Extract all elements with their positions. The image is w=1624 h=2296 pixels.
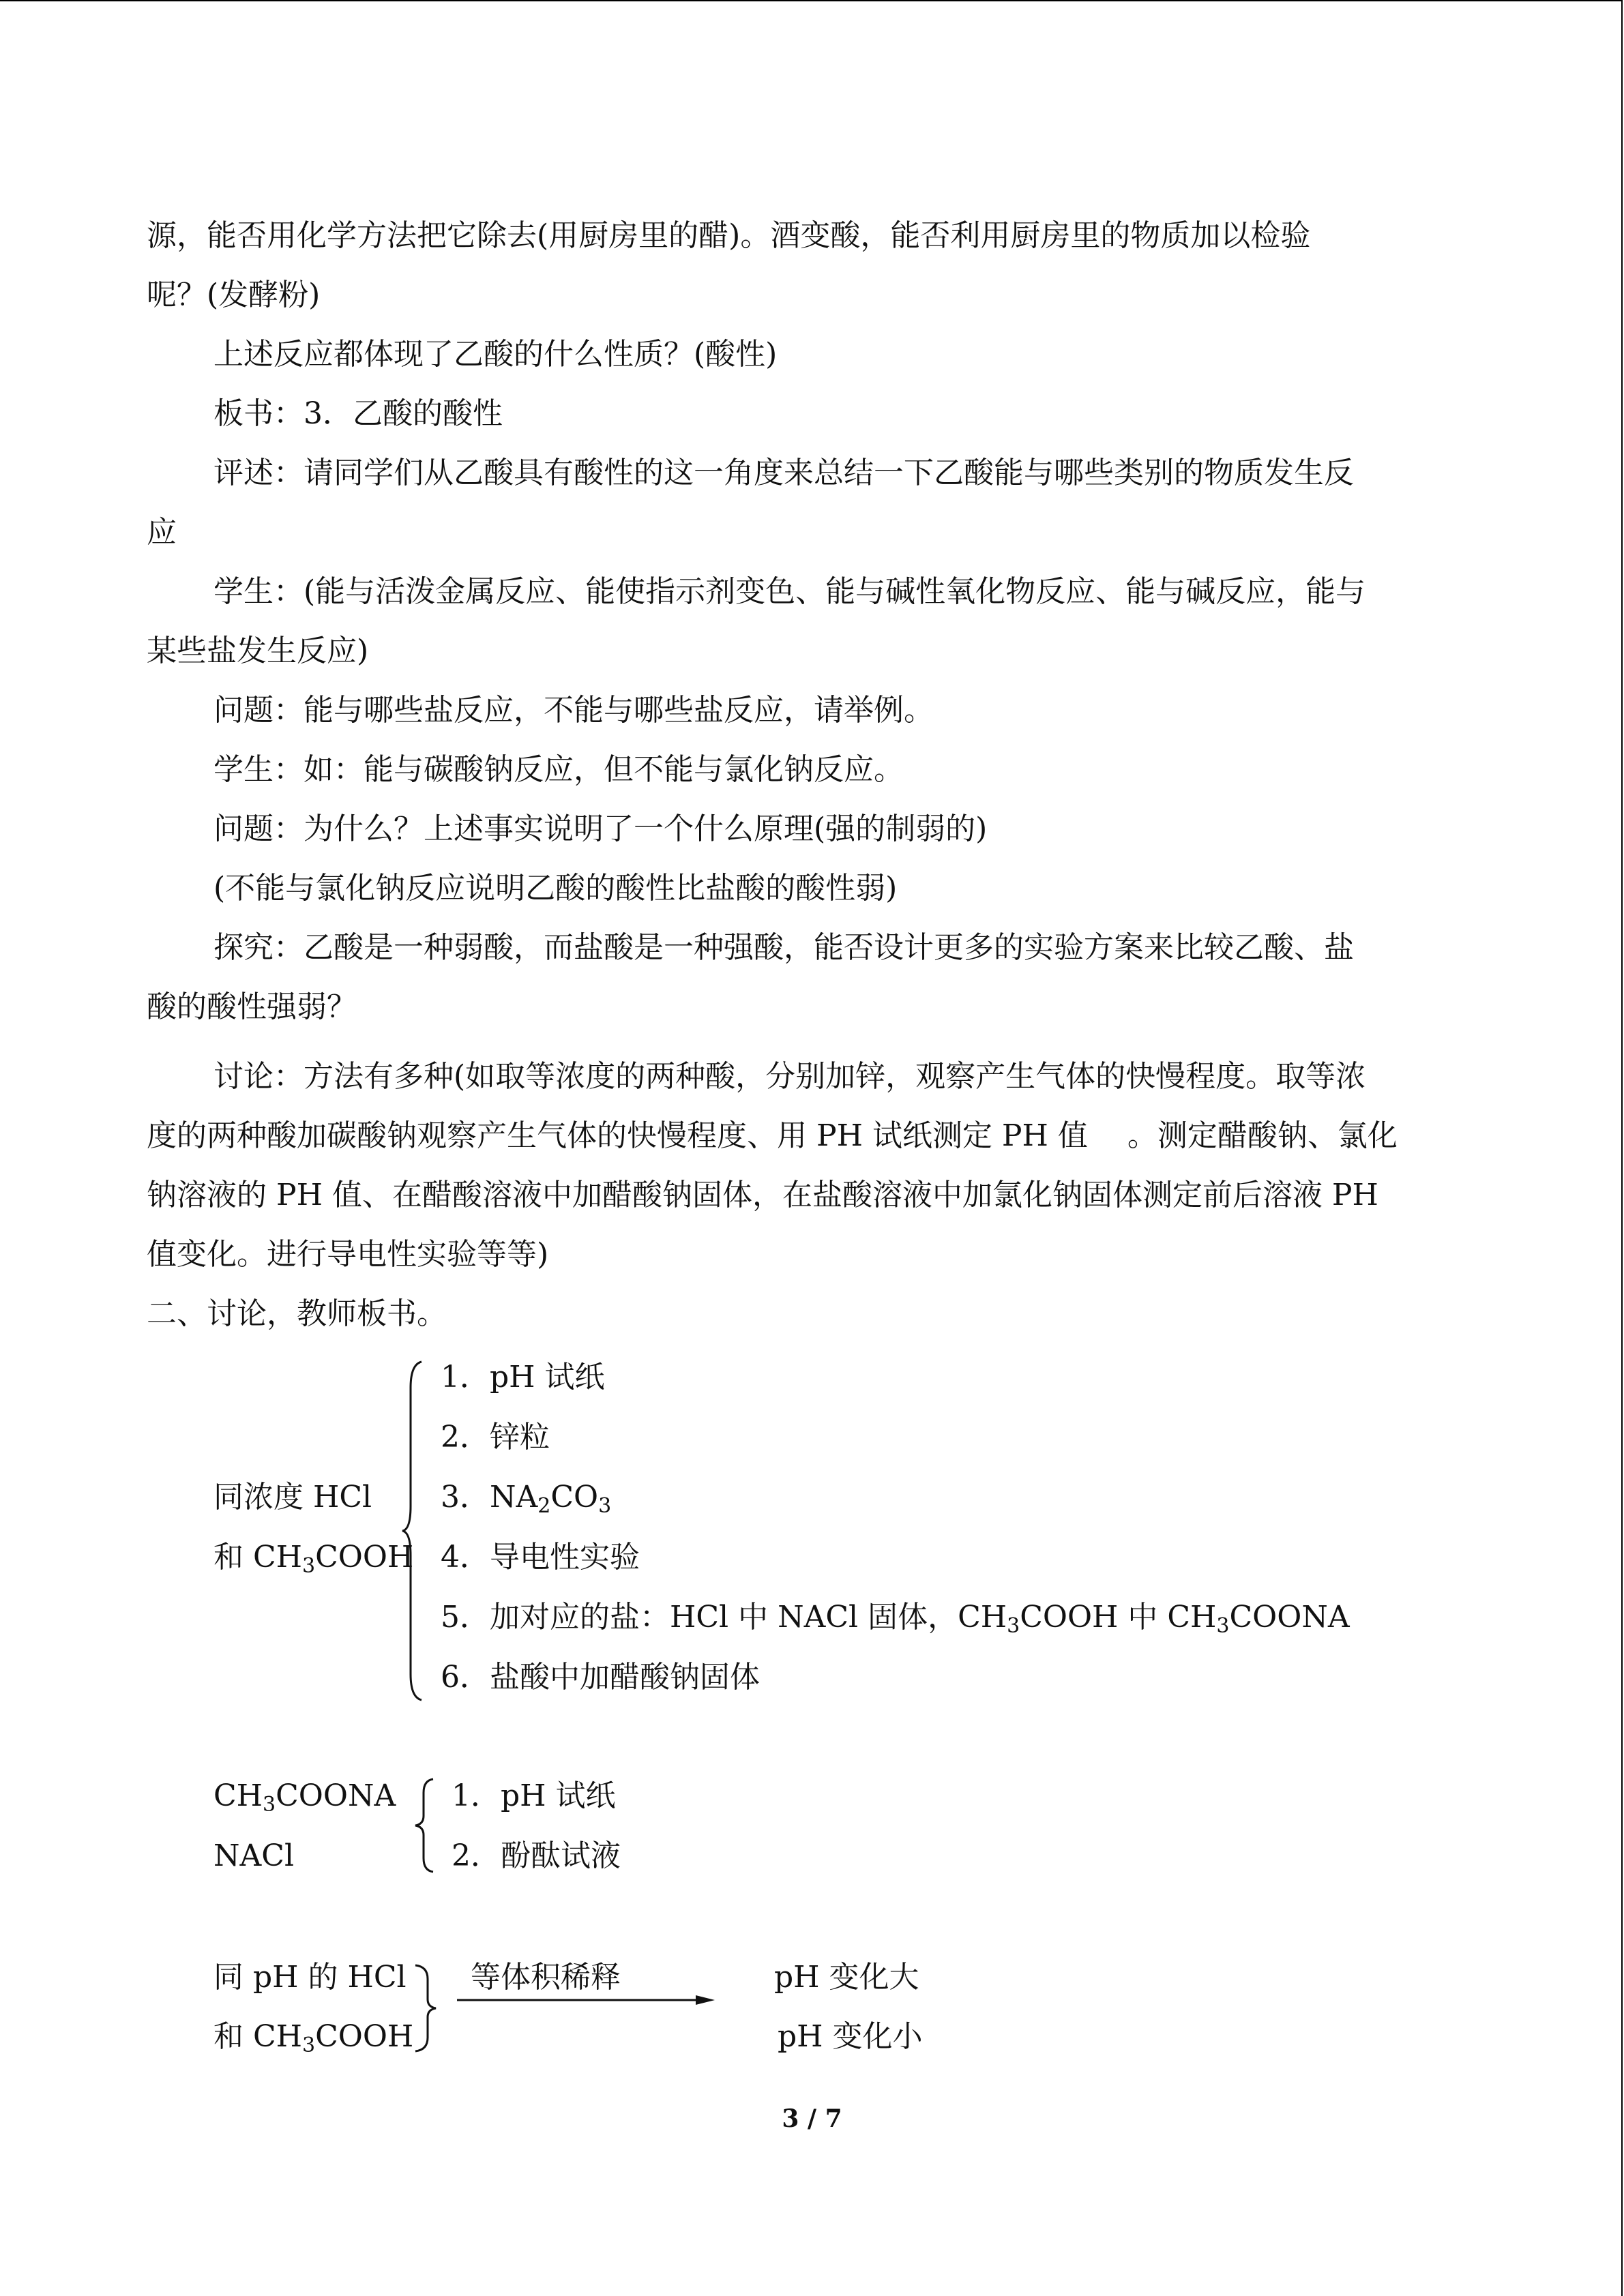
group3-result: pH 变化小 <box>778 2019 923 2054</box>
group2-label-line2: NACl <box>213 1838 295 1873</box>
paragraph-line: 钠溶液的 PH 值、在醋酸溶液中加醋酸钠固体，在盐酸溶液中加氯化钠固体测定前后溶液 PH <box>147 1178 1378 1212</box>
paragraph-line: 学生：如：能与碳酸钠反应，但不能与氯化钠反应。 <box>213 752 904 787</box>
paragraph-line: 讨论：方法有多种(如取等浓度的两种酸，分别加锌，观察产生气体的快慢程度。取等浓 <box>213 1059 1366 1094</box>
right-border <box>1621 0 1623 2296</box>
paragraph-line: 二、讨论，教师板书。 <box>147 1296 447 1331</box>
paragraph-line: 问题：能与哪些盐反应，不能与哪些盐反应，请举例。 <box>213 693 934 728</box>
paragraph-line: 值变化。进行导电性实验等等) <box>147 1237 549 1272</box>
paragraph-line: 应 <box>147 515 177 550</box>
paragraph-line: 酸的酸性强弱？ <box>147 989 357 1024</box>
group3-arrow-label: 等体积稀释 <box>471 1960 621 1995</box>
paragraph-line: 源，能否用化学方法把它除去(用厨房里的醋)。酒变酸，能否利用厨房里的物质加以检验 <box>147 218 1311 253</box>
group1-item: 2．锌粒 <box>441 1420 550 1455</box>
right-arrow-icon <box>457 1990 716 2010</box>
paragraph-line: 学生：(能与活泼金属反应、能使指示剂变色、能与碱性氧化物反应、能与碱反应，能与 <box>213 574 1366 609</box>
group1-item: 5．加对应的盐：HCl 中 NACl 固体，$CH_3COOH$ 中 $CH_3COONA$ <box>441 1600 1350 1638</box>
paragraph-line: 探究：乙酸是一种弱酸，而盐酸是一种强酸，能否设计更多的实验方案来比较乙酸、盐 <box>213 930 1354 965</box>
group2-label-line1: $CH_3COONA$ <box>213 1778 396 1817</box>
paragraph-line: 呢？(发酵粉) <box>147 278 321 312</box>
group2-brace <box>413 1778 440 1873</box>
group1-item: 1．pH 试纸 <box>441 1360 605 1395</box>
paragraph-line: 问题：为什么？上述事实说明了一个什么原理(强的制弱的) <box>213 811 988 846</box>
group1-item: 4．导电性实验 <box>441 1540 640 1575</box>
paragraph-line: 某些盐发生反应) <box>147 633 369 668</box>
group1-item: 6．盐酸中加醋酸钠固体 <box>441 1660 760 1695</box>
paragraph-line: 上述反应都体现了乙酸的什么性质？(酸性) <box>213 337 778 372</box>
group3-label-line2: 和 $CH_3COOH$ <box>213 2019 414 2057</box>
group1-brace <box>401 1360 435 1701</box>
group3-result: pH 变化大 <box>774 1960 919 1995</box>
paragraph-line: 板书：3．乙酸的酸性 <box>213 396 503 431</box>
group3-brace <box>413 1964 440 2053</box>
group1-item: 3．$NA_2CO_3$ <box>441 1480 612 1518</box>
top-border <box>0 0 1622 1</box>
group2-item: 1．pH 试纸 <box>452 1778 616 1813</box>
group1-label-line2: 和 $CH_3COOH$ <box>213 1540 414 1578</box>
group1-label-line1: 同浓度 HCl <box>213 1480 372 1515</box>
group2-item: 2．酚酞试液 <box>452 1838 621 1873</box>
paragraph-line: (不能与氯化钠反应说明乙酸的酸性比盐酸的酸性弱) <box>213 871 898 906</box>
paragraph-line: 评述：请同学们从乙酸具有酸性的这一角度来总结一下乙酸能与哪些类别的物质发生反 <box>213 456 1354 490</box>
paragraph-line: 度的两种酸加碳酸钠观察产生气体的快慢程度、用 PH 试纸测定 PH 值 。测定醋酸钠、氯化 <box>147 1118 1398 1153</box>
group3-label-line1: 同 pH 的 HCl <box>213 1960 407 1995</box>
page-number: 3 / 7 <box>782 2104 842 2133</box>
